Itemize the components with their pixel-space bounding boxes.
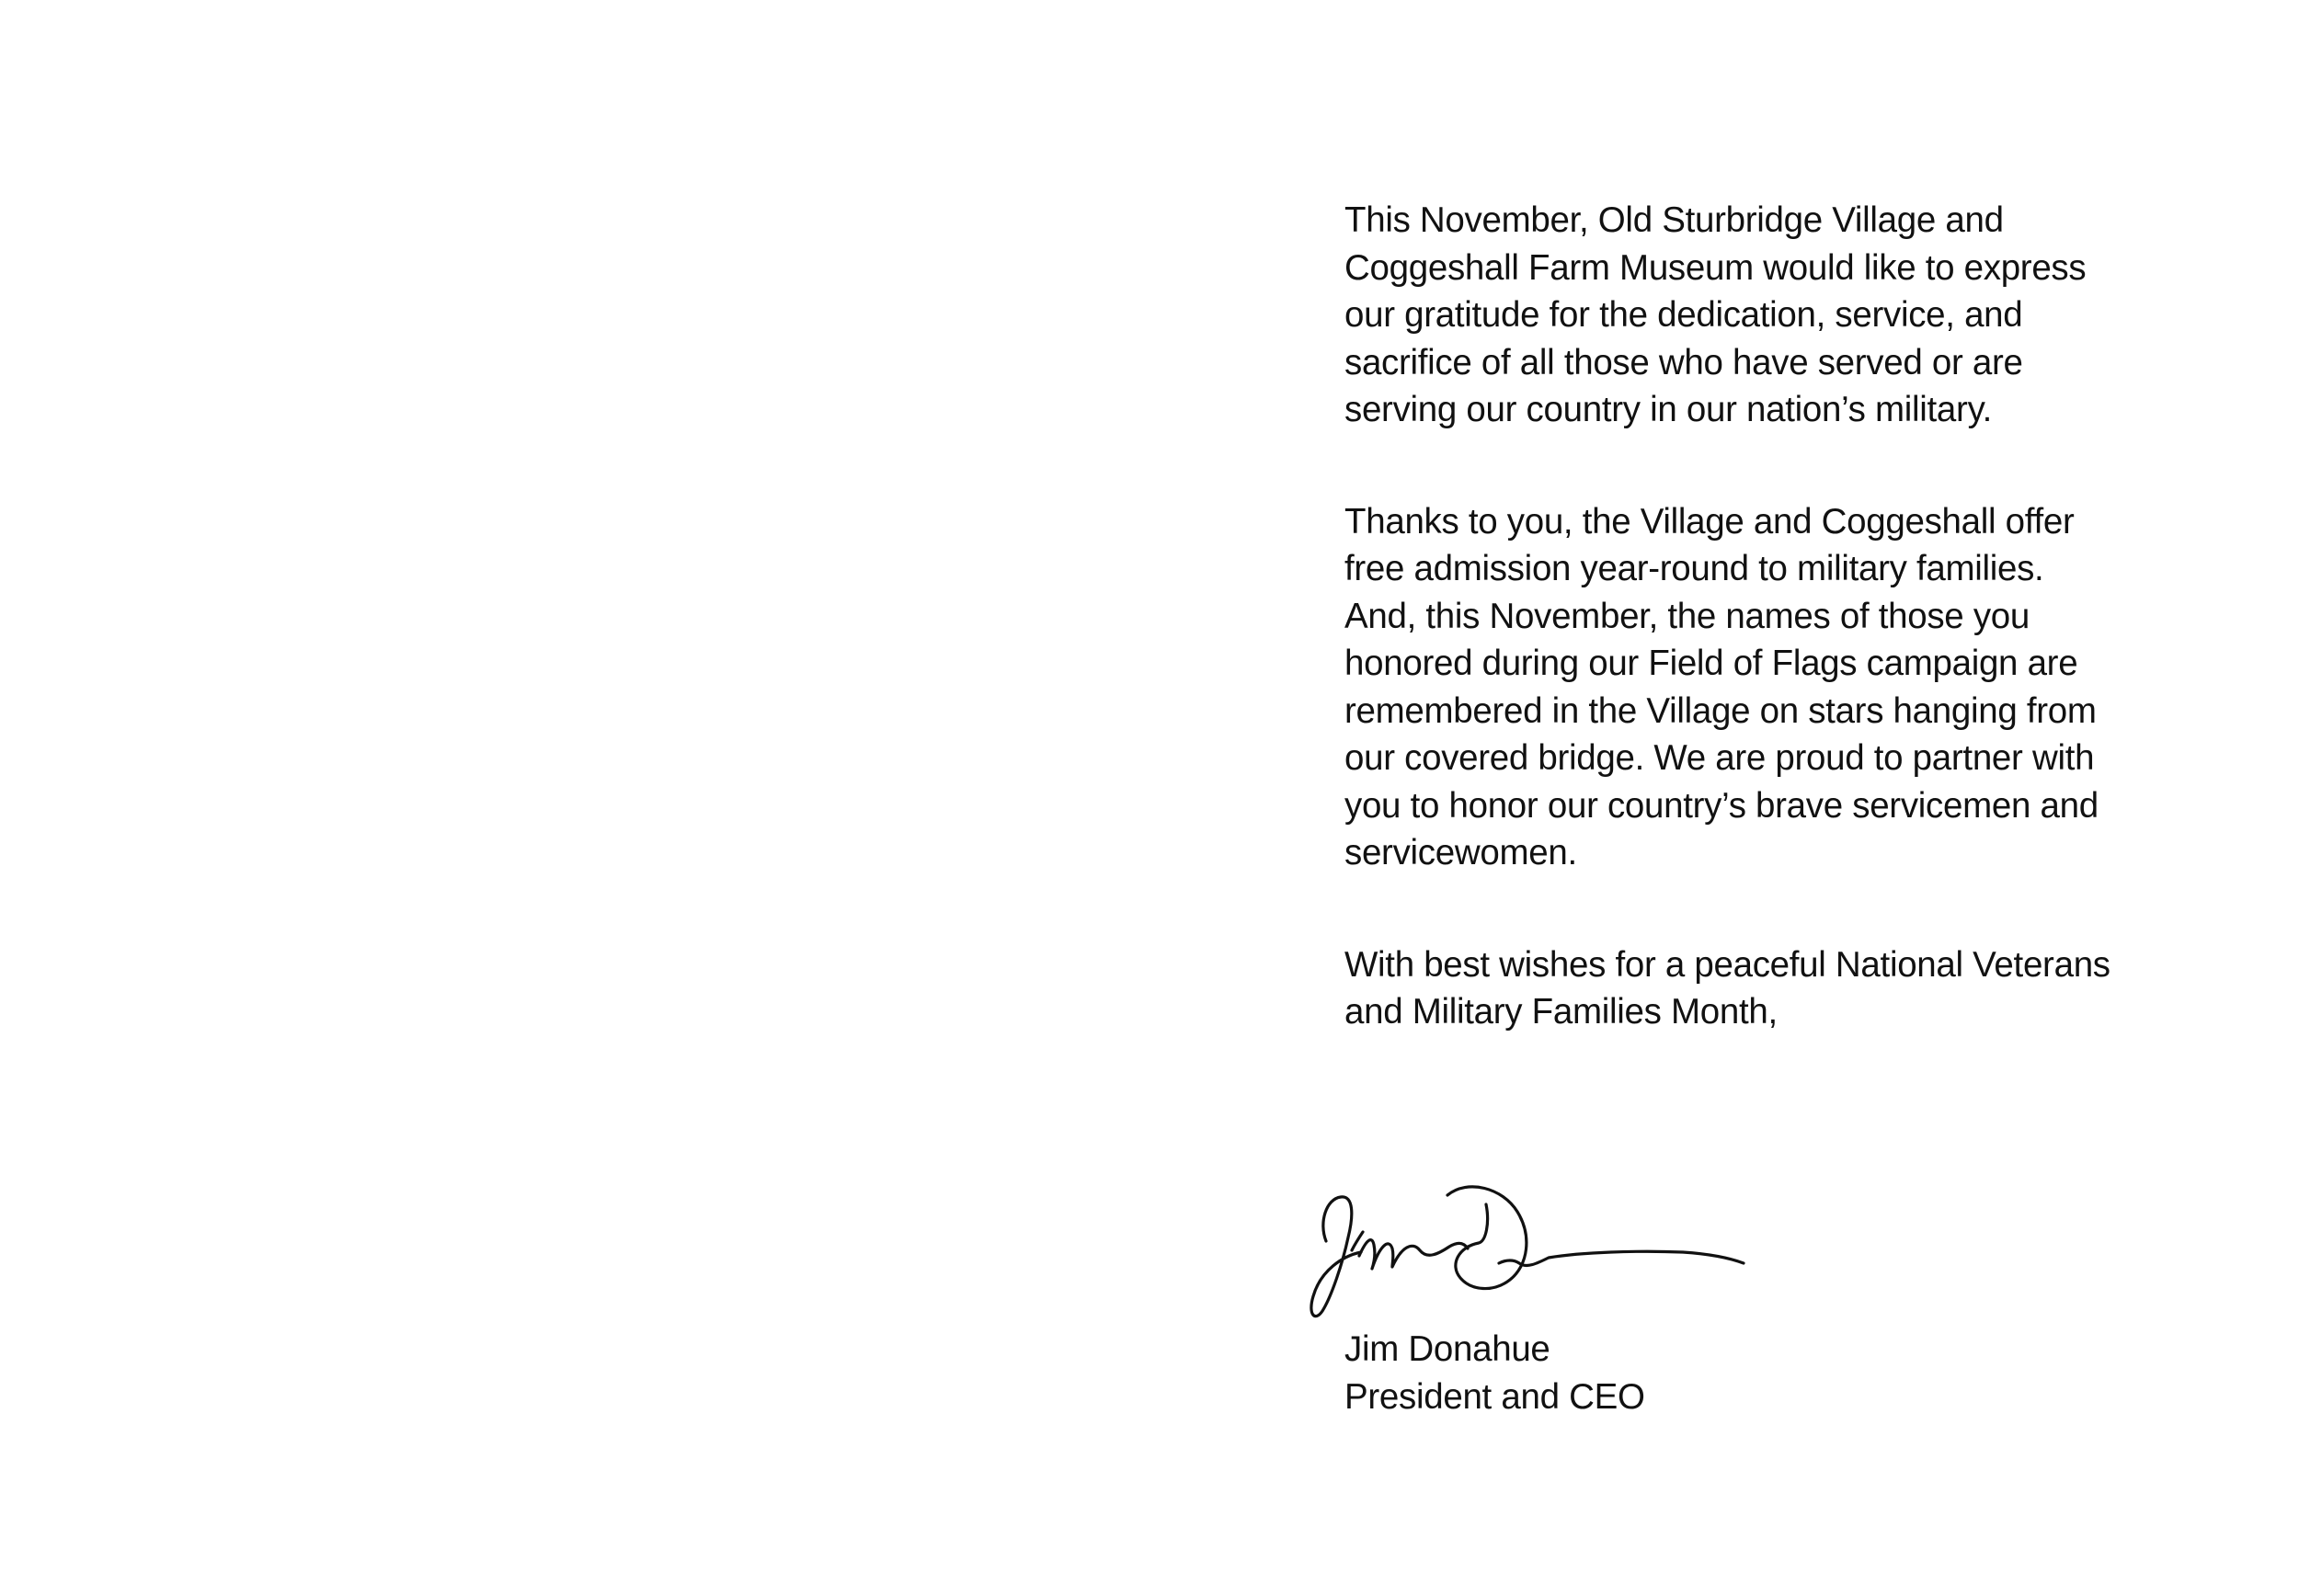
handwritten-signature [1306,1168,1775,1324]
text-line: remembered in the Village on stars hanging from [1344,690,2097,731]
text-line: and Military Families Month, [1344,992,1778,1032]
text-line: free admission year-round to military families. [1344,549,2044,588]
paragraph-thanks [1344,498,2209,877]
text-line: Thanks to you, the Village and Coggeshall offer [1344,501,2075,542]
signer-title: President and CEO [1344,1376,1645,1417]
text-line: our gratitude for the dedication, service, and [1344,295,2023,335]
text-line: you to honor our country’s brave servicemen and [1344,785,2099,826]
text-line: This November, Old Sturbridge Village and [1344,200,2004,240]
paragraph-closing [1344,941,2209,1036]
text-line: serving our country in our nation’s military. [1344,390,1993,429]
signer-block [1344,1326,1645,1420]
text-line: And, this November, the names of those you [1344,596,2030,636]
signature-icon [1306,1168,1775,1324]
text-line: servicewomen. [1344,833,1577,872]
paragraph-gratitude [1344,197,2209,434]
signer-name: Jim Donahue [1344,1329,1550,1369]
text-line: sacrifice of all those who have served or are [1344,342,2023,382]
text-line: With best wishes for a peaceful National Veterans [1344,944,2110,985]
text-line: Coggeshall Farm Museum would like to express [1344,247,2087,288]
text-line: our covered bridge. We are proud to partner with [1344,738,2095,778]
letter-body [1344,197,2209,1036]
text-line: honored during our Field of Flags campaign are [1344,644,2078,683]
